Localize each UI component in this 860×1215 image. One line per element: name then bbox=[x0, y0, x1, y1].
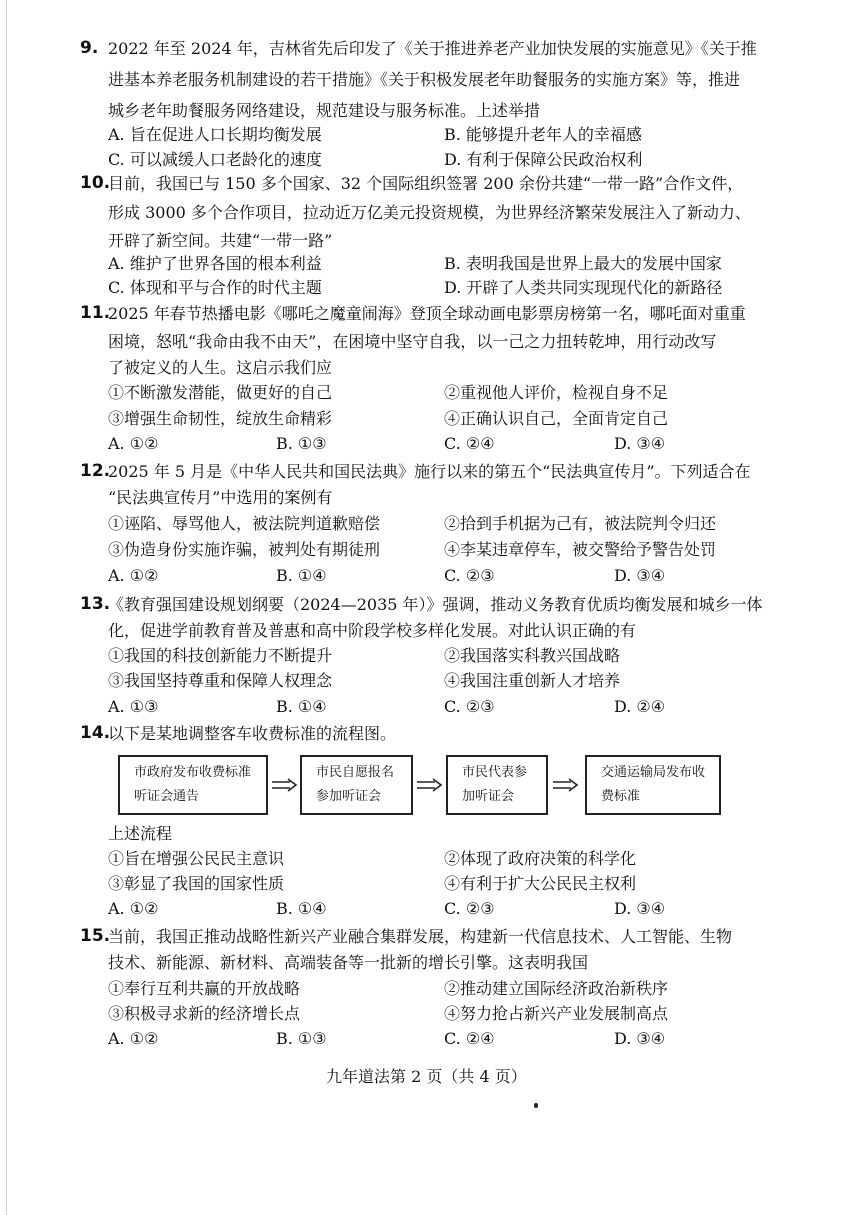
question-12-option-a: A. ①② bbox=[108, 566, 159, 585]
question-14-option-d: D. ③④ bbox=[614, 899, 666, 918]
flow-step-4: 交通运输局发布收费标准 bbox=[585, 755, 721, 815]
question-15-stem-line: 当前，我国正推动战略性新兴产业融合集群发展，构建新一代信息技术、人工智能、生物 bbox=[108, 927, 733, 946]
question-14-statement-2: ②体现了政府决策的科学化 bbox=[444, 849, 637, 868]
question-12-statement-2: ②拾到手机据为己有，被法院判令归还 bbox=[444, 514, 717, 533]
question-15-number: 15. bbox=[80, 926, 111, 946]
question-10-stem-line: 形成 3000 多个合作项目，拉动近万亿美元投资规模，为世界经济繁荣发展注入了新动力、 bbox=[108, 203, 751, 222]
page-footer: 九年道法第 2 页（共 4 页） bbox=[326, 1067, 527, 1086]
question-14-number: 14. bbox=[80, 723, 111, 743]
question-12-statement-4: ④李某违章停车，被交警给予警告处罚 bbox=[444, 540, 717, 559]
question-11-number: 11. bbox=[80, 303, 111, 323]
question-11-option-c: C. ②④ bbox=[444, 434, 495, 453]
question-11-statement-2: ②重视他人评价，检视自身不足 bbox=[444, 383, 669, 402]
question-14-lead: 上述流程 bbox=[108, 824, 173, 843]
question-13-statement-3: ③我国坚持尊重和保障人权理念 bbox=[108, 671, 333, 690]
question-14-statement-3: ③彰显了我国的国家性质 bbox=[108, 874, 285, 893]
question-10-number: 10. bbox=[80, 173, 111, 193]
question-10-stem-line: 目前，我国已与 150 多个国家、32 个国际组织签署 200 余份共建“一带一路”合作文件， bbox=[108, 174, 744, 193]
question-11-option-a: A. ①② bbox=[108, 434, 159, 453]
question-15-statement-2: ②推动建立国际经济政治新秩序 bbox=[444, 979, 669, 998]
question-9-option-d: D. 有利于保障公民政治权利 bbox=[444, 150, 643, 169]
question-11-stem-line: 了被定义的人生。这启示我们应 bbox=[108, 358, 333, 377]
question-15-option-b: B. ①③ bbox=[276, 1029, 327, 1048]
question-13-statement-4: ④我国注重创新人才培养 bbox=[444, 671, 621, 690]
question-12-statement-3: ③伪造身份实施诈骗，被判处有期徒刑 bbox=[108, 540, 381, 559]
question-12-number: 12. bbox=[80, 461, 111, 481]
question-15-statement-4: ④努力抢占新兴产业发展制高点 bbox=[444, 1004, 669, 1023]
question-13-stem-line: 《教育强国建设规划纲要（2024—2035 年）》强调，推动义务教育优质均衡发展和城乡一体 bbox=[108, 595, 763, 614]
question-10-option-c: C. 体现和平与合作的时代主题 bbox=[108, 278, 322, 297]
question-14-stem-line: 以下是某地调整客车收费标准的流程图。 bbox=[108, 724, 397, 743]
flow-arrow-icon bbox=[417, 778, 443, 792]
question-10-option-a: A. 维护了世界各国的根本利益 bbox=[108, 254, 322, 273]
question-15-statement-1: ①奉行互利共赢的开放战略 bbox=[108, 979, 301, 998]
question-9-stem-line: 2022 年至 2024 年，吉林省先后印发了《关于推进养老产业加快发展的实施意见》《关于推 bbox=[108, 39, 757, 58]
question-12-option-b: B. ①④ bbox=[276, 566, 327, 585]
question-11-option-b: B. ①③ bbox=[276, 434, 327, 453]
question-11-stem-line: 困境，怒吼“我命由我不由天”，在困境中坚守自我，以一己之力扭转乾坤，用行动改写 bbox=[108, 332, 717, 351]
question-11-statement-1: ①不断激发潜能，做更好的自己 bbox=[108, 383, 333, 402]
question-15-stem-line: 技术、新能源、新材料、高端装备等一批新的增长引擎。这表明我国 bbox=[108, 953, 589, 972]
flow-arrow-icon bbox=[272, 778, 298, 792]
question-9-stem-line: 进基本养老服务机制建设的若干措施》《关于积极发展老年助餐服务的实施方案》等，推进 bbox=[108, 70, 741, 89]
question-12-stem-line: 2025 年 5 月是《中华人民共和国民法典》施行以来的第五个“民法典宣传月”。下列适合在 bbox=[108, 462, 751, 481]
question-13-statement-2: ②我国落实科教兴国战略 bbox=[444, 646, 621, 665]
question-10-option-d: D. 开辟了人类共同实现现代化的新路径 bbox=[444, 278, 723, 297]
question-12-option-c: C. ②③ bbox=[444, 566, 495, 585]
question-13-stem-line: 化，促进学前教育普及普惠和高中阶段学校多样化发展。对此认识正确的有 bbox=[108, 621, 637, 640]
question-14-statement-4: ④有利于扩大公民民主权利 bbox=[444, 874, 637, 893]
question-14-option-c: C. ②③ bbox=[444, 899, 495, 918]
flow-arrow-icon bbox=[553, 778, 579, 792]
question-12-statement-1: ①诬陷、辱骂他人，被法院判道歉赔偿 bbox=[108, 514, 381, 533]
question-11-statement-3: ③增强生命韧性，绽放生命精彩 bbox=[108, 409, 333, 428]
question-10-stem-line: 开辟了新空间。共建“一带一路” bbox=[108, 231, 333, 250]
question-13-option-a: A. ①③ bbox=[108, 697, 159, 716]
scan-speck bbox=[534, 1103, 538, 1108]
question-9-option-a: A. 旨在促进人口长期均衡发展 bbox=[108, 125, 322, 144]
question-11-statement-4: ④正确认识自己，全面肯定自己 bbox=[444, 409, 669, 428]
question-10-option-b: B. 表明我国是世界上最大的发展中国家 bbox=[444, 254, 722, 273]
question-15-option-c: C. ②④ bbox=[444, 1029, 495, 1048]
page-edge-line bbox=[6, 0, 7, 1215]
question-13-statement-1: ①我国的科技创新能力不断提升 bbox=[108, 646, 333, 665]
question-13-option-d: D. ②④ bbox=[614, 697, 666, 716]
flow-step-1: 市政府发布收费标准听证会通告 bbox=[118, 755, 268, 815]
question-13-option-c: C. ②③ bbox=[444, 697, 495, 716]
flow-step-2: 市民自愿报名参加听证会 bbox=[300, 755, 413, 815]
question-12-stem-line: “民法典宣传月”中选用的案例有 bbox=[108, 488, 333, 507]
question-12-option-d: D. ③④ bbox=[614, 566, 666, 585]
question-13-option-b: B. ①④ bbox=[276, 697, 327, 716]
question-9-number: 9. bbox=[80, 38, 99, 58]
question-15-option-d: D. ③④ bbox=[614, 1029, 666, 1048]
question-13-number: 13. bbox=[80, 594, 111, 614]
question-14-option-b: B. ①④ bbox=[276, 899, 327, 918]
question-14-statement-1: ①旨在增强公民民主意识 bbox=[108, 849, 285, 868]
question-11-stem-line: 2025 年春节热播电影《哪吒之魔童闹海》登顶全球动画电影票房榜第一名，哪吒面对重重 bbox=[108, 304, 746, 323]
question-15-statement-3: ③积极寻求新的经济增长点 bbox=[108, 1004, 301, 1023]
question-15-option-a: A. ①② bbox=[108, 1029, 159, 1048]
question-9-stem-line: 城乡老年助餐服务网络建设，规范建设与服务标准。上述举措 bbox=[108, 101, 541, 120]
question-11-option-d: D. ③④ bbox=[614, 434, 666, 453]
question-9-option-b: B. 能够提升老年人的幸福感 bbox=[444, 125, 642, 144]
question-14-option-a: A. ①② bbox=[108, 899, 159, 918]
flow-step-3: 市民代表参加听证会 bbox=[446, 755, 548, 815]
question-9-option-c: C. 可以减缓人口老龄化的速度 bbox=[108, 150, 322, 169]
